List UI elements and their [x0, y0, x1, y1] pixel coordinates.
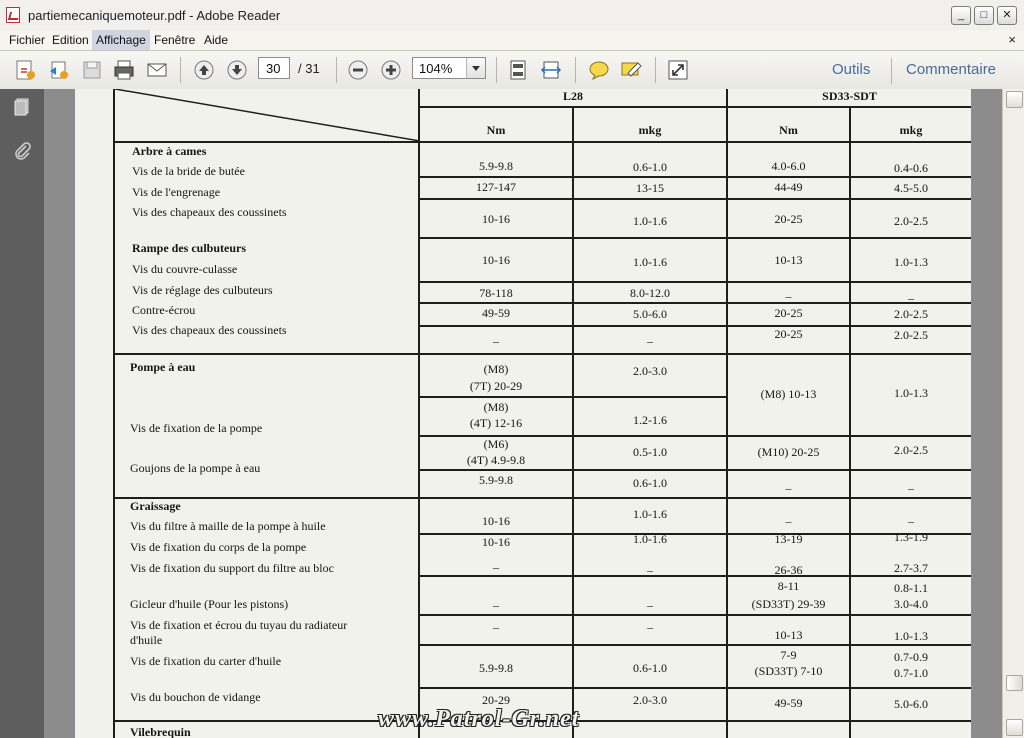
- table-rule: [113, 89, 115, 738]
- comment-icon[interactable]: [588, 59, 610, 81]
- toolbar-separator: [496, 57, 497, 83]
- attachments-icon[interactable]: [12, 141, 32, 161]
- table-cell: –: [647, 620, 653, 634]
- table-cell: 0.4-0.6: [894, 161, 928, 175]
- column-header-mkg: mkg: [899, 123, 923, 137]
- scroll-down-icon[interactable]: [1006, 719, 1023, 736]
- table-cell: 10-13: [774, 253, 803, 267]
- table-cell: 3.0-4.0: [894, 597, 928, 611]
- window-title: partiemecaniquemoteur.pdf - Adobe Reader: [28, 8, 281, 23]
- table-cell: 10-16: [482, 253, 510, 267]
- save-icon[interactable]: [81, 59, 103, 81]
- table-rule: [113, 353, 971, 355]
- table-rule: [420, 237, 971, 239]
- document-close-icon[interactable]: ×: [1008, 32, 1016, 47]
- page-number-input[interactable]: [258, 57, 290, 79]
- table-cell: 20-29: [482, 693, 510, 707]
- table-cell: 1.3-1.9: [894, 530, 928, 544]
- menu-affichage[interactable]: Affichage: [92, 30, 150, 50]
- table-cell: –: [647, 598, 653, 612]
- toolbar-separator: [655, 57, 656, 83]
- table-cell: 13-15: [636, 181, 664, 195]
- table-rule: [420, 614, 971, 616]
- pages-icon[interactable]: [12, 97, 32, 117]
- table-cell: 5.0-6.0: [633, 307, 667, 321]
- table-cell: 78-118: [479, 286, 513, 300]
- table-cell: 20-25: [774, 212, 803, 226]
- table-rule: [420, 176, 971, 178]
- table-cell: 0.8-1.1: [894, 581, 928, 595]
- row-label: Vis de fixation du corps de la pompe: [130, 540, 307, 554]
- zoom-select[interactable]: [412, 57, 486, 79]
- table-cell: 10-13: [774, 628, 803, 642]
- prev-page-icon[interactable]: [193, 59, 215, 81]
- table-cell: 10-16: [482, 535, 510, 549]
- print-icon[interactable]: [113, 59, 135, 81]
- section-title: Graissage: [130, 499, 181, 513]
- table-cell: 2.7-3.7: [894, 561, 928, 575]
- table-cell: 5.0-6.0: [894, 697, 928, 711]
- table-cell: –: [908, 481, 914, 495]
- table-cell: 0.7-1.0: [894, 666, 928, 680]
- column-header-nm: Nm: [779, 123, 798, 137]
- create-pdf-icon[interactable]: [14, 59, 36, 81]
- table-rule: [420, 106, 971, 108]
- open-icon[interactable]: [48, 59, 70, 81]
- table-cell: 4.5-5.0: [894, 181, 928, 195]
- row-label: Vis de réglage des culbuteurs: [132, 283, 273, 297]
- menu-aide[interactable]: Aide: [204, 33, 229, 47]
- table-cell: –: [493, 620, 499, 634]
- zoom-value: 104%: [419, 61, 453, 76]
- table-rule: [849, 106, 851, 738]
- column-header-sd33: SD33-SDT: [822, 89, 877, 103]
- close-button[interactable]: ✕: [997, 6, 1017, 25]
- table-rule: [113, 497, 971, 499]
- row-label: Vis de la bride de butée: [132, 164, 245, 178]
- table-cell: 0.6-1.0: [633, 160, 667, 174]
- toolbar-separator: [575, 57, 576, 83]
- table-cell: –: [785, 514, 792, 528]
- watermark: www.Patrol-Gr.net: [378, 706, 580, 732]
- menu-edition[interactable]: Edition: [52, 33, 89, 47]
- column-header-l28: L28: [562, 89, 583, 103]
- table-rule: [420, 198, 971, 200]
- table-cell: 1.0-1.3: [894, 255, 928, 269]
- table-cell: 127-147: [476, 180, 516, 194]
- table-cell: 20-25: [774, 327, 803, 341]
- row-label: Vis du bouchon de vidange: [130, 690, 261, 704]
- navigation-pane: [0, 89, 44, 738]
- table-cell: 2.0-3.0: [633, 693, 667, 707]
- menu-fichier[interactable]: Fichier: [9, 33, 46, 47]
- table-cell: 1.0-1.6: [633, 507, 667, 521]
- table-cell: 7-9: [780, 648, 797, 662]
- row-label: Vis des chapeaux des coussinets: [132, 323, 287, 337]
- document-view[interactable]: [44, 89, 1002, 738]
- table-cell: 10-16: [482, 514, 510, 528]
- table-cell: 8-11: [777, 579, 800, 593]
- menu-fenetre[interactable]: Fenêtre: [154, 33, 196, 47]
- row-label: Goujons de la pompe à eau: [130, 461, 261, 475]
- table-cell: 1.0-1.6: [633, 532, 667, 546]
- scroll-up-icon[interactable]: [1006, 91, 1023, 108]
- table-cell: 8.0-12.0: [630, 286, 670, 300]
- table-rule: [420, 687, 971, 689]
- section-title: Vilebrequin: [130, 725, 191, 738]
- section-title: Pompe à eau: [130, 360, 196, 374]
- table-cell: 49-59: [482, 306, 510, 320]
- table-cell: –: [785, 289, 792, 303]
- table-cell: 0.6-1.0: [633, 476, 667, 490]
- chevron-down-icon[interactable]: [466, 58, 485, 78]
- table-cell: 0.7-0.9: [894, 650, 928, 664]
- maximize-button[interactable]: □: [974, 6, 994, 25]
- table-cell: –: [908, 514, 914, 528]
- page-total: / 31: [298, 61, 320, 76]
- table-cell: 26-36: [774, 563, 803, 577]
- column-header-mkg: mkg: [638, 123, 662, 137]
- next-page-icon[interactable]: [226, 59, 248, 81]
- table-cell: 1.2-1.6: [633, 413, 667, 427]
- table-cell: 5.9-9.8: [479, 159, 513, 173]
- zoom-in-icon[interactable]: [380, 59, 402, 81]
- comment-pane-button[interactable]: Commentaire: [906, 61, 997, 78]
- table-cell: 0.6-1.0: [633, 661, 667, 675]
- table-cell: 2.0-2.5: [894, 307, 928, 321]
- row-label: Vis de fixation et écrou du tuyau du radiateur: [130, 618, 348, 632]
- table-cell: –: [647, 334, 653, 348]
- table-cell: 0.5-1.0: [633, 445, 667, 459]
- table-cell: 1.0-1.6: [633, 214, 667, 228]
- row-label: Vis du filtre à maille de la pompe à huile: [130, 519, 326, 533]
- row-label: d'huile: [130, 633, 163, 647]
- toolbar-separator: [336, 57, 337, 83]
- table-cell: (M10) 20-25: [757, 445, 820, 459]
- table-cell: (M8): [483, 362, 509, 376]
- table-cell: 44-49: [774, 180, 803, 194]
- row-label: Vis de fixation du carter d'huile: [130, 654, 282, 668]
- table-cell: (SD33T) 7-10: [754, 664, 823, 678]
- toolbar-separator: [180, 57, 181, 83]
- table-cell: –: [908, 291, 914, 305]
- table-cell: 2.0-2.5: [894, 443, 928, 457]
- table-cell: 2.0-2.5: [894, 328, 928, 342]
- tools-button[interactable]: Outils: [832, 61, 871, 78]
- row-label: Contre-écrou: [132, 303, 196, 317]
- section-title: Rampe des culbuteurs: [132, 241, 247, 255]
- table-cell: 20-25: [774, 306, 803, 320]
- column-header-nm: Nm: [486, 123, 506, 137]
- row-label: Vis de fixation de la pompe: [130, 421, 263, 435]
- table-rule: [420, 644, 971, 646]
- table-cell: 1.0-1.3: [894, 386, 928, 400]
- zoom-out-icon[interactable]: [347, 59, 369, 81]
- table-cell: 2.0-3.0: [633, 364, 667, 378]
- table-cell: (SD33T) 29-39: [751, 597, 826, 611]
- table-cell: –: [493, 598, 499, 612]
- table-cell: –: [647, 563, 653, 577]
- row-label: Vis des chapeaux des coussinets: [132, 205, 287, 219]
- vertical-scrollbar[interactable]: [1002, 89, 1024, 738]
- pdf-app-icon: [6, 7, 20, 23]
- scroll-thumb[interactable]: [1006, 675, 1023, 691]
- table-cell: 5.9-9.8: [479, 661, 513, 675]
- table-cell: (M8) 10-13: [760, 387, 817, 401]
- row-label: Gicleur d'huile (Pour les pistons): [130, 597, 289, 611]
- table-cell: 2.0-2.5: [894, 214, 928, 228]
- menu-bar: [0, 30, 1024, 51]
- table-cell: (4T) 12-16: [469, 416, 523, 430]
- table-cell: –: [785, 481, 792, 495]
- table-cell: 1.0-1.3: [894, 629, 928, 643]
- row-label: Vis de fixation du support du filtre au bloc: [130, 561, 334, 575]
- table-cell: –: [493, 560, 499, 574]
- table-cell: 5.9-9.8: [479, 473, 513, 487]
- pdf-page: [75, 89, 971, 738]
- title-bar: [0, 0, 1024, 31]
- table-rule: [420, 325, 971, 327]
- row-label: Vis de l'engrenage: [132, 185, 221, 199]
- fit-width-icon[interactable]: [540, 59, 562, 81]
- table-cell: –: [493, 334, 499, 348]
- table-cell: 4.0-6.0: [771, 159, 806, 173]
- email-icon[interactable]: [146, 59, 168, 81]
- table-cell: (M6): [483, 437, 509, 451]
- minimize-button[interactable]: _: [951, 6, 971, 25]
- table-cell: (7T) 20-29: [469, 379, 523, 393]
- table-rule: [420, 281, 971, 283]
- toolbar: [0, 51, 1024, 90]
- fullscreen-icon[interactable]: [667, 59, 689, 81]
- section-title: Arbre à cames: [132, 144, 207, 158]
- table-cell: 13-19: [774, 532, 803, 546]
- table-cell: 10-16: [482, 212, 510, 226]
- table-cell: (4T) 4.9-9.8: [466, 453, 526, 467]
- fit-page-icon[interactable]: [507, 59, 529, 81]
- highlight-icon[interactable]: [620, 59, 642, 81]
- header-diagonal: [115, 89, 420, 143]
- table-cell: 1.0-1.6: [633, 255, 667, 269]
- table-cell: (M8): [483, 400, 509, 414]
- toolbar-separator: [891, 58, 892, 84]
- table-rule: [420, 469, 971, 471]
- table-cell: 49-59: [774, 696, 803, 710]
- row-label: Vis du couvre-culasse: [132, 262, 238, 276]
